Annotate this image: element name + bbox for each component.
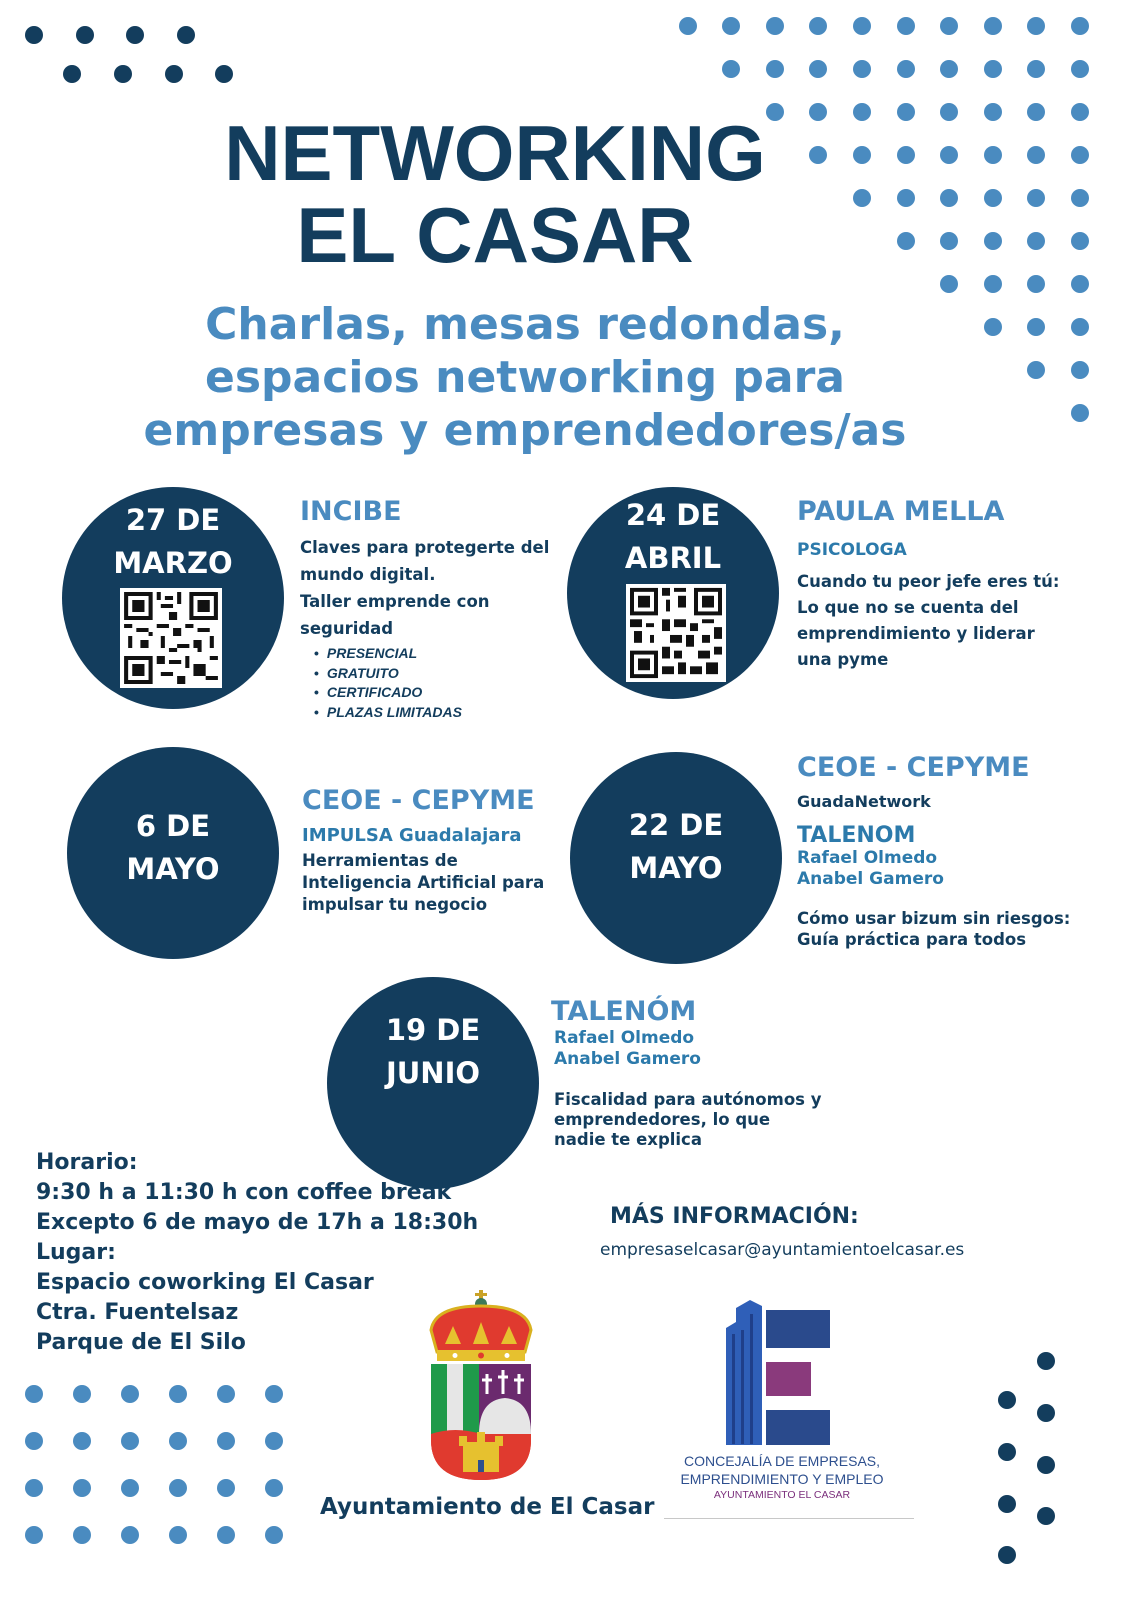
- event-date-line1: 6 DE: [135, 809, 211, 843]
- event-speaker-role: PSICOLOGA: [797, 540, 907, 560]
- description-line: Claves para protegerte del: [300, 538, 550, 557]
- event-date-line1: 27 DE: [125, 503, 221, 537]
- dot: [73, 1479, 91, 1497]
- dot: [121, 1432, 139, 1450]
- dot: [722, 60, 740, 78]
- description-line: una pyme: [797, 650, 889, 669]
- dot: [126, 26, 144, 44]
- dot: [940, 275, 958, 293]
- dot: [169, 1526, 187, 1544]
- event-organizer: PAULA MELLA: [797, 496, 1005, 527]
- description-line: Lo que no se cuenta del: [797, 598, 1019, 617]
- event-details: [797, 496, 1087, 673]
- poster-subtitle-line3: empresas y emprendedores/as: [143, 405, 907, 456]
- dot: [679, 17, 697, 35]
- ayuntamiento-label: Ayuntamiento de El Casar: [320, 1494, 655, 1520]
- dot: [25, 1526, 43, 1544]
- event-organizer: CEOE - CEPYME: [302, 785, 535, 816]
- feature-item: • GRATUITO: [314, 664, 570, 684]
- concejalia-line2: EMPRENDIMIENTO Y EMPLEO: [680, 1471, 884, 1487]
- dot: [1071, 189, 1089, 207]
- dot: [215, 65, 233, 83]
- event-description: [302, 850, 572, 916]
- speaker-name: Rafael Olmedo: [797, 848, 938, 868]
- schedule-heading: Horario:: [36, 1150, 138, 1175]
- qr-code-pattern: [626, 584, 726, 682]
- event-sub-organizer: GuadaNetwork: [797, 792, 931, 811]
- schedule-time: 9:30 h a 11:30 h con coffee break: [36, 1180, 452, 1205]
- dot: [25, 26, 43, 44]
- dot: [1071, 318, 1089, 336]
- event-date-line1: 24 DE: [625, 498, 721, 532]
- dot: [73, 1385, 91, 1403]
- dot: [1037, 1404, 1055, 1422]
- dot: [897, 60, 915, 78]
- dot: [1027, 361, 1045, 379]
- dot: [1071, 146, 1089, 164]
- description-line: Cómo usar bizum sin riesgos:: [797, 909, 1071, 928]
- event-details: [551, 996, 841, 1150]
- dot: [1027, 103, 1045, 121]
- dot: [722, 17, 740, 35]
- event-sub-organizer: IMPULSA Guadalajara: [302, 825, 522, 846]
- event-description: [554, 1090, 841, 1150]
- event-date-line2: ABRIL: [624, 541, 722, 575]
- dot: [853, 17, 871, 35]
- dot: [265, 1479, 283, 1497]
- dot: [998, 1443, 1016, 1461]
- event-description: [797, 908, 1087, 950]
- description-line: Cuando tu peor jefe eres tú:: [797, 572, 1060, 591]
- description-line: Fiscalidad para autónomos y: [554, 1090, 822, 1109]
- location-heading: Lugar:: [36, 1240, 116, 1265]
- dot: [1027, 189, 1045, 207]
- dot: [265, 1432, 283, 1450]
- dot: [177, 26, 195, 44]
- concejalia-label: [664, 1452, 900, 1502]
- event-date-line2: MARZO: [113, 546, 233, 580]
- event-organizer: INCIBE: [300, 496, 402, 527]
- description-line: Taller emprende con: [300, 592, 490, 611]
- description-line: emprendimiento y liderar: [797, 624, 1035, 643]
- dot: [984, 60, 1002, 78]
- dot: [25, 1385, 43, 1403]
- qr-code-icon[interactable]: [626, 584, 726, 682]
- dot: [1037, 1507, 1055, 1525]
- dot: [984, 275, 1002, 293]
- coat-of-arms-logo: [425, 1290, 537, 1484]
- dot: [121, 1479, 139, 1497]
- dot: [940, 60, 958, 78]
- dot: [1071, 103, 1089, 121]
- location-road: Ctra. Fuentelsaz: [36, 1300, 239, 1325]
- concejalia-line1: CONCEJALÍA DE EMPRESAS,: [683, 1453, 881, 1469]
- dot: [897, 17, 915, 35]
- event-organizer: CEOE - CEPYME: [797, 752, 1030, 783]
- feature-item: • CERTIFICADO: [314, 683, 570, 703]
- speaker-name: Anabel Gamero: [554, 1049, 701, 1069]
- dot: [1071, 361, 1089, 379]
- event-description: [300, 534, 570, 642]
- description-line: Herramientas de: [302, 851, 458, 870]
- poster-subtitle-line1: Charlas, mesas redondas,: [205, 299, 845, 350]
- concejalia-line3: AYUNTAMIENTO EL CASAR: [713, 1489, 851, 1501]
- location-park: Parque de El Silo: [36, 1330, 246, 1355]
- description-line: emprendedores, lo que: [554, 1110, 771, 1129]
- dot: [265, 1526, 283, 1544]
- dot: [1027, 318, 1045, 336]
- dot: [1037, 1352, 1055, 1370]
- dot: [217, 1385, 235, 1403]
- dot: [1027, 60, 1045, 78]
- dot: [1071, 275, 1089, 293]
- description-line: Guía práctica para todos: [797, 930, 1027, 949]
- more-info-heading: MÁS INFORMACIÓN:: [610, 1204, 859, 1229]
- dot: [169, 1432, 187, 1450]
- dot: [809, 17, 827, 35]
- event-date-circle: [67, 747, 279, 959]
- qr-code-pattern: [120, 588, 222, 688]
- dot: [169, 1385, 187, 1403]
- schedule-exception: Excepto 6 de mayo de 17h a 18:30h: [36, 1210, 479, 1235]
- poster-subtitle-line2: espacios networking para: [205, 352, 845, 403]
- feature-item: • PLAZAS LIMITADAS: [314, 703, 570, 723]
- schedule-and-location: [36, 1148, 478, 1358]
- dot: [25, 1479, 43, 1497]
- speaker-name: Rafael Olmedo: [554, 1028, 695, 1048]
- event-details: [797, 752, 1087, 950]
- dot: [121, 1526, 139, 1544]
- contact-email-link[interactable]: empresaselcasar@ayuntamientoelcasar.es: [600, 1240, 965, 1260]
- dot: [766, 60, 784, 78]
- qr-code-icon[interactable]: [120, 588, 222, 688]
- dot: [998, 1495, 1016, 1513]
- dot: [1071, 404, 1089, 422]
- dot: [940, 17, 958, 35]
- dot: [265, 1385, 283, 1403]
- description-line: impulsar tu negocio: [302, 895, 488, 914]
- dot: [1071, 232, 1089, 250]
- event-speakers: [554, 1028, 841, 1070]
- event-date-circle: [570, 752, 782, 964]
- event-details: [302, 785, 572, 916]
- dot: [1027, 146, 1045, 164]
- dot: [63, 65, 81, 83]
- dot: [984, 17, 1002, 35]
- dot: [1027, 232, 1045, 250]
- event-date-line2: MAYO: [629, 851, 723, 885]
- dot: [998, 1391, 1016, 1409]
- building-e-logo: [724, 1300, 834, 1450]
- description-line: mundo digital.: [300, 565, 436, 584]
- poster-title-line2: EL CASAR: [296, 191, 694, 279]
- dot: [114, 65, 132, 83]
- dot: [809, 60, 827, 78]
- dot: [1027, 275, 1045, 293]
- coat-of-arms-icon: [425, 1290, 537, 1484]
- dot: [998, 1546, 1016, 1564]
- location-venue: Espacio coworking El Casar: [36, 1270, 374, 1295]
- description-line: Inteligencia Artificial para: [302, 873, 545, 892]
- description-line: nadie te explica: [554, 1130, 702, 1149]
- dot: [217, 1479, 235, 1497]
- dot: [217, 1526, 235, 1544]
- event-second-organizer: TALENOM: [797, 823, 916, 848]
- description-line: seguridad: [300, 619, 394, 638]
- dot: [76, 26, 94, 44]
- building-e-icon: [724, 1300, 834, 1450]
- dot: [25, 1432, 43, 1450]
- event-speakers: [797, 848, 1087, 890]
- event-features-list: [300, 644, 570, 722]
- speaker-name: Anabel Gamero: [797, 869, 944, 889]
- event-date-line1: 19 DE: [385, 1013, 481, 1047]
- dot: [121, 1385, 139, 1403]
- feature-item: • PRESENCIAL: [314, 644, 570, 664]
- dot: [766, 17, 784, 35]
- event-details: [300, 496, 570, 722]
- event-date-line2: JUNIO: [385, 1056, 481, 1090]
- dot: [73, 1432, 91, 1450]
- dot: [853, 60, 871, 78]
- event-date-line2: MAYO: [126, 852, 220, 886]
- poster-title-line1: NETWORKING: [224, 109, 766, 197]
- dot: [1071, 17, 1089, 35]
- dot: [73, 1526, 91, 1544]
- event-description: [797, 569, 1087, 673]
- event-organizer: TALENÓM: [551, 996, 697, 1027]
- dot: [1037, 1456, 1055, 1474]
- dot: [1027, 17, 1045, 35]
- dot: [165, 65, 183, 83]
- dot: [217, 1432, 235, 1450]
- divider: [664, 1518, 914, 1519]
- event-date-line1: 22 DE: [628, 808, 724, 842]
- dot: [169, 1479, 187, 1497]
- dot: [1071, 60, 1089, 78]
